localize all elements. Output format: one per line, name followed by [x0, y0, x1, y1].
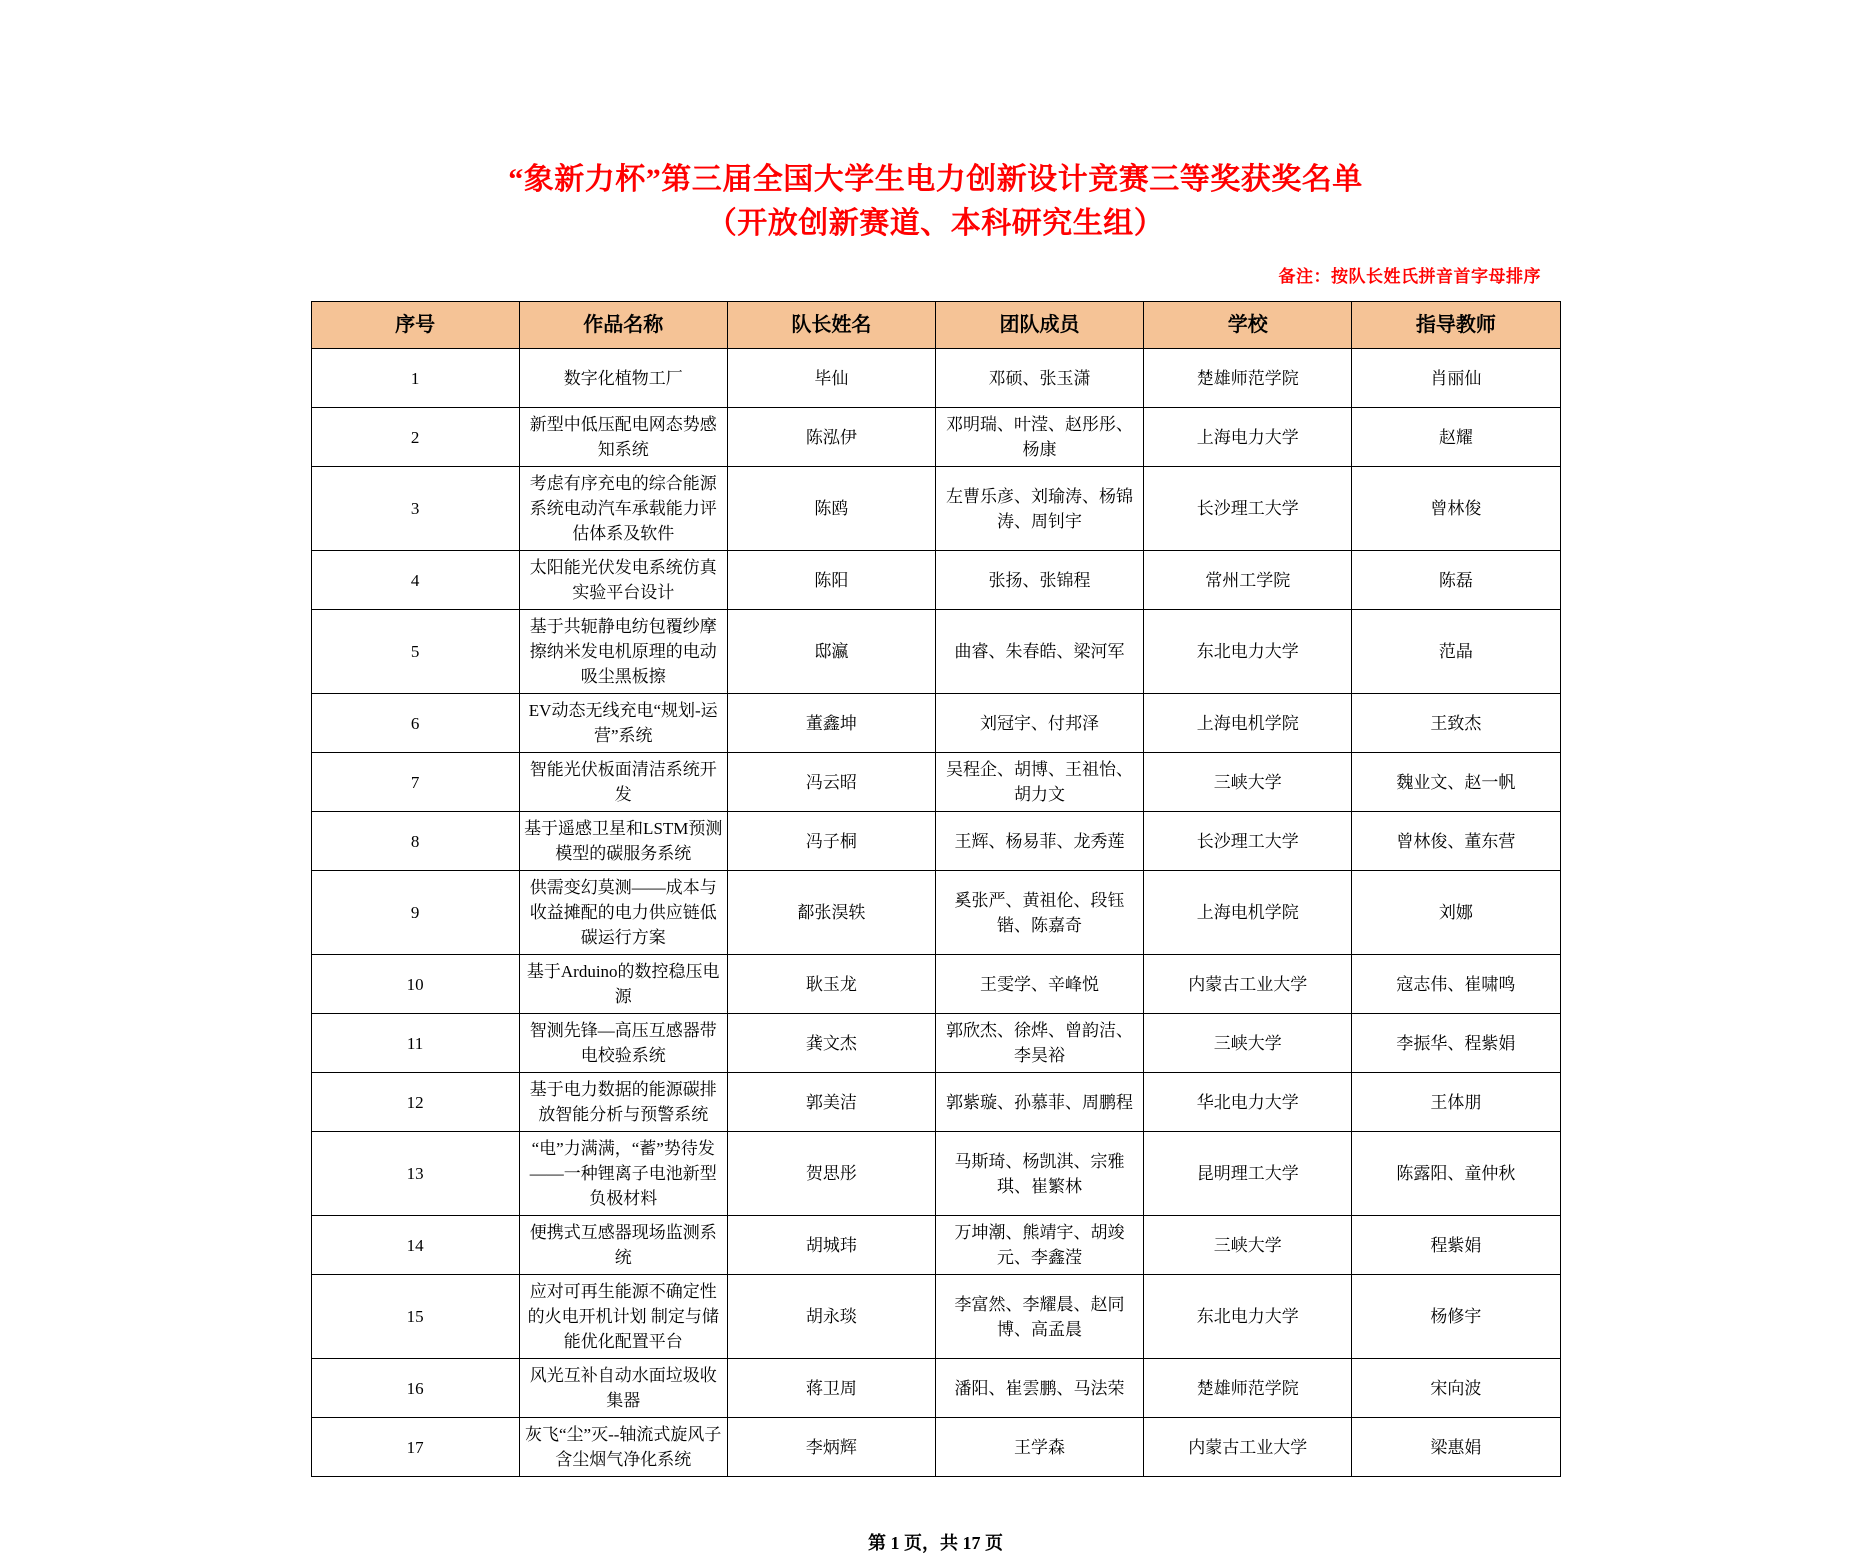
- cell-school: 楚雄师范学院: [1144, 349, 1352, 408]
- cell-teacher: 曾林俊、董东营: [1352, 812, 1560, 871]
- cell-index: 2: [311, 408, 519, 467]
- cell-index: 4: [311, 551, 519, 610]
- cell-school: 东北电力大学: [1144, 1275, 1352, 1359]
- cell-school: 三峡大学: [1144, 1216, 1352, 1275]
- cell-school: 内蒙古工业大学: [1144, 1418, 1352, 1477]
- cell-leader: 胡永琰: [727, 1275, 935, 1359]
- cell-title: 太阳能光伏发电系统仿真实验平台设计: [519, 551, 727, 610]
- cell-members: 王雯学、辛峰悦: [935, 955, 1143, 1014]
- cell-school: 华北电力大学: [1144, 1073, 1352, 1132]
- cell-members: 王辉、杨易菲、龙秀莲: [935, 812, 1143, 871]
- cell-title: 数字化植物工厂: [519, 349, 727, 408]
- cell-title: 基于共轭静电纺包覆纱摩擦纳米发电机原理的电动吸尘黑板擦: [519, 610, 727, 694]
- cell-teacher: 赵耀: [1352, 408, 1560, 467]
- cell-leader: 耿玉龙: [727, 955, 935, 1014]
- column-header-members: 团队成员: [935, 302, 1143, 349]
- cell-index: 14: [311, 1216, 519, 1275]
- cell-leader: 冯云昭: [727, 753, 935, 812]
- cell-index: 6: [311, 694, 519, 753]
- table-row: [311, 694, 1560, 753]
- cell-members: 吴程企、胡博、王祖怡、胡力文: [935, 753, 1143, 812]
- cell-members: 邓硕、张玉潇: [935, 349, 1143, 408]
- cell-school: 内蒙古工业大学: [1144, 955, 1352, 1014]
- cell-index: 16: [311, 1359, 519, 1418]
- cell-leader: 贺思彤: [727, 1132, 935, 1216]
- table-body: [311, 349, 1560, 1477]
- page-footer: 第 1 页，共 17 页: [868, 1533, 1003, 1553]
- cell-title: 便携式互感器现场监测系统: [519, 1216, 727, 1275]
- cell-title: 考虑有序充电的综合能源系统电动汽车承载能力评估体系及软件: [519, 467, 727, 551]
- cell-title: 基于遥感卫星和LSTM预测模型的碳服务系统: [519, 812, 727, 871]
- cell-index: 1: [311, 349, 519, 408]
- cell-title: 智能光伏板面清洁系统开发: [519, 753, 727, 812]
- cell-members: 邓明瑞、叶滢、赵彤彤、杨康: [935, 408, 1143, 467]
- table-row: [311, 1216, 1560, 1275]
- cell-members: 万坤潮、熊靖宇、胡竣元、李鑫滢: [935, 1216, 1143, 1275]
- table-row: [311, 955, 1560, 1014]
- cell-teacher: 陈磊: [1352, 551, 1560, 610]
- table-row: [311, 812, 1560, 871]
- cell-index: 8: [311, 812, 519, 871]
- cell-school: 上海电机学院: [1144, 694, 1352, 753]
- cell-school: 东北电力大学: [1144, 610, 1352, 694]
- cell-title: “电”力满满，“蓄”势待发——一种锂离子电池新型负极材料: [519, 1132, 727, 1216]
- cell-school: 长沙理工大学: [1144, 812, 1352, 871]
- cell-members: 马斯琦、杨凯淇、宗雅琪、崔繁林: [935, 1132, 1143, 1216]
- column-header-index: 序号: [311, 302, 519, 349]
- column-header-leader: 队长姓名: [727, 302, 935, 349]
- cell-teacher: 杨修宇: [1352, 1275, 1560, 1359]
- cell-leader: 冯子桐: [727, 812, 935, 871]
- cell-leader: 郭美洁: [727, 1073, 935, 1132]
- page-title-line-1: “象新力杯”第三届全国大学生电力创新设计竞赛三等奖获奖名单: [508, 163, 1363, 196]
- cell-teacher: 寇志伟、崔啸鸣: [1352, 955, 1560, 1014]
- cell-leader: 陈泓伊: [727, 408, 935, 467]
- cell-teacher: 曾林俊: [1352, 467, 1560, 551]
- cell-leader: 胡城玮: [727, 1216, 935, 1275]
- table-row: [311, 753, 1560, 812]
- cell-members: 李富然、李耀晨、赵同博、高孟晨: [935, 1275, 1143, 1359]
- cell-index: 9: [311, 871, 519, 955]
- cell-index: 15: [311, 1275, 519, 1359]
- cell-index: 17: [311, 1418, 519, 1477]
- cell-school: 三峡大学: [1144, 753, 1352, 812]
- document-page: [0, 158, 1871, 1553]
- cell-teacher: 李振华、程紫娟: [1352, 1014, 1560, 1073]
- column-header-school: 学校: [1144, 302, 1352, 349]
- cell-leader: 李炳辉: [727, 1418, 935, 1477]
- cell-leader: 鄐张淏轶: [727, 871, 935, 955]
- cell-members: 王学森: [935, 1418, 1143, 1477]
- cell-teacher: 刘娜: [1352, 871, 1560, 955]
- cell-teacher: 程紫娟: [1352, 1216, 1560, 1275]
- cell-teacher: 梁惠娟: [1352, 1418, 1560, 1477]
- cell-members: 郭欣杰、徐烨、曾韵洁、李昊裕: [935, 1014, 1143, 1073]
- cell-leader: 龚文杰: [727, 1014, 935, 1073]
- table-row: [311, 1418, 1560, 1477]
- cell-teacher: 陈露阳、童仲秋: [1352, 1132, 1560, 1216]
- cell-index: 5: [311, 610, 519, 694]
- cell-leader: 陈鸥: [727, 467, 935, 551]
- table-row: [311, 1073, 1560, 1132]
- table-row: [311, 1014, 1560, 1073]
- cell-title: 基于电力数据的能源碳排放智能分析与预警系统: [519, 1073, 727, 1132]
- cell-members: 曲睿、朱春皓、梁河军: [935, 610, 1143, 694]
- column-header-teacher: 指导教师: [1352, 302, 1560, 349]
- cell-title: 智测先锋—高压互感器带电校验系统: [519, 1014, 727, 1073]
- cell-members: 潘阳、崔雲鹏、马法荣: [935, 1359, 1143, 1418]
- cell-members: 左曹乐彦、刘瑜涛、杨锦涛、周钊宇: [935, 467, 1143, 551]
- cell-index: 12: [311, 1073, 519, 1132]
- table-row: [311, 610, 1560, 694]
- document-title-block: [0, 158, 1871, 246]
- cell-school: 上海电力大学: [1144, 408, 1352, 467]
- table-row: [311, 1359, 1560, 1418]
- cell-leader: 邸瀛: [727, 610, 935, 694]
- cell-teacher: 魏业文、赵一帆: [1352, 753, 1560, 812]
- cell-leader: 董鑫坤: [727, 694, 935, 753]
- cell-index: 7: [311, 753, 519, 812]
- cell-leader: 蒋卫周: [727, 1359, 935, 1418]
- table-row: [311, 467, 1560, 551]
- page-title-line-2: （开放创新赛道、本科研究生组）: [706, 207, 1165, 240]
- cell-title: 灰飞“尘”灭--轴流式旋风子含尘烟气净化系统: [519, 1418, 727, 1477]
- cell-school: 长沙理工大学: [1144, 467, 1352, 551]
- cell-leader: 毕仙: [727, 349, 935, 408]
- cell-school: 常州工学院: [1144, 551, 1352, 610]
- cell-index: 13: [311, 1132, 519, 1216]
- cell-school: 三峡大学: [1144, 1014, 1352, 1073]
- cell-members: 刘冠宇、付邦泽: [935, 694, 1143, 753]
- remark-note: 备注：按队长姓氏拼音首字母排序: [1278, 267, 1541, 286]
- cell-title: 新型中低压配电网态势感知系统: [519, 408, 727, 467]
- table-row: [311, 408, 1560, 467]
- table-row: [311, 871, 1560, 955]
- award-list-table: [311, 301, 1561, 1477]
- table-row: [311, 551, 1560, 610]
- cell-teacher: 王体朋: [1352, 1073, 1560, 1132]
- cell-school: 昆明理工大学: [1144, 1132, 1352, 1216]
- cell-index: 11: [311, 1014, 519, 1073]
- cell-school: 楚雄师范学院: [1144, 1359, 1352, 1418]
- cell-title: EV动态无线充电“规划-运营”系统: [519, 694, 727, 753]
- cell-members: 奚张严、黄祖伦、段钰锴、陈嘉奇: [935, 871, 1143, 955]
- cell-teacher: 肖丽仙: [1352, 349, 1560, 408]
- cell-members: 张扬、张锦程: [935, 551, 1143, 610]
- cell-teacher: 王致杰: [1352, 694, 1560, 753]
- column-header-title: 作品名称: [519, 302, 727, 349]
- cell-title: 基于Arduino的数控稳压电源: [519, 955, 727, 1014]
- cell-index: 3: [311, 467, 519, 551]
- table-row: [311, 349, 1560, 408]
- table-header-row: [311, 302, 1560, 349]
- cell-teacher: 范晶: [1352, 610, 1560, 694]
- table-row: [311, 1132, 1560, 1216]
- cell-title: 供需变幻莫测——成本与收益摊配的电力供应链低碳运行方案: [519, 871, 727, 955]
- cell-teacher: 宋向波: [1352, 1359, 1560, 1418]
- cell-title: 风光互补自动水面垃圾收集器: [519, 1359, 727, 1418]
- table-header: [311, 302, 1560, 349]
- cell-index: 10: [311, 955, 519, 1014]
- cell-members: 郭紫璇、孙慕菲、周鹏程: [935, 1073, 1143, 1132]
- table-row: [311, 1275, 1560, 1359]
- cell-leader: 陈阳: [727, 551, 935, 610]
- cell-title: 应对可再生能源不确定性的火电开机计划 制定与储能优化配置平台: [519, 1275, 727, 1359]
- cell-school: 上海电机学院: [1144, 871, 1352, 955]
